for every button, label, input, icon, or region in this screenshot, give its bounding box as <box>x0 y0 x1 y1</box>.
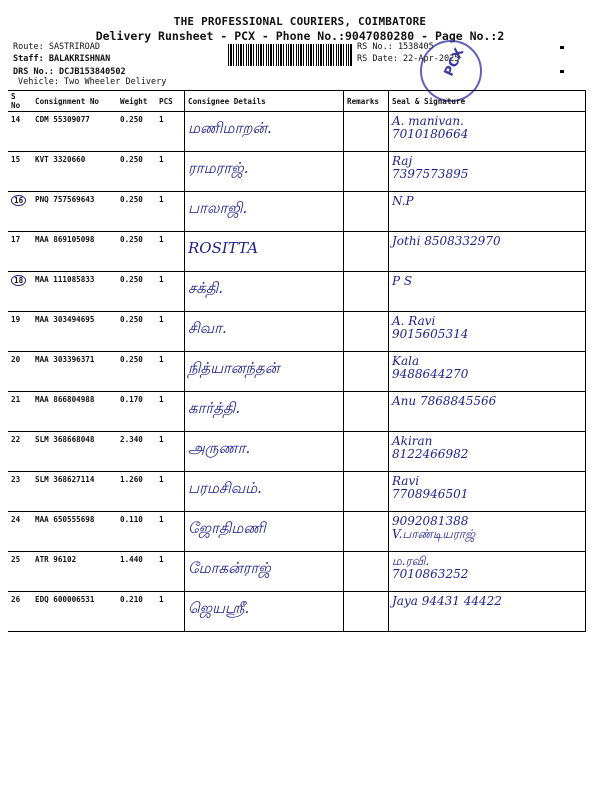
row-sno: 25 <box>11 555 21 564</box>
table-row <box>8 472 586 512</box>
row-pcs: 1 <box>159 435 164 444</box>
table-row <box>8 592 586 632</box>
consignee-handwriting: அருணா. <box>188 439 251 457</box>
row-weight: 0.250 <box>120 155 143 164</box>
col-consignment: Consignment No <box>32 91 117 112</box>
row-sno: 15 <box>11 155 21 164</box>
signature-handwriting: V.பாண்டியராஜ் <box>392 527 476 541</box>
consignee-handwriting: மோகன்ராஜ் <box>188 559 271 577</box>
row-weight: 0.250 <box>120 195 143 204</box>
runsheet-subtitle: Delivery Runsheet - PCX - Phone No.:9047080280 - Page No.:2 <box>95 29 505 43</box>
row-weight: 0.250 <box>120 235 143 244</box>
row-sno: 16 <box>11 195 26 206</box>
consignee-handwriting: ROSITTA <box>188 239 259 257</box>
row-weight: 0.250 <box>120 115 143 124</box>
row-pcs: 1 <box>159 275 164 284</box>
consignee-handwriting: ராமராஜ். <box>188 159 249 177</box>
table-header-row <box>8 91 586 112</box>
remarks-cell <box>344 352 389 392</box>
row-pcs: 1 <box>159 595 164 604</box>
table-row <box>8 192 586 232</box>
table-row <box>8 352 586 392</box>
remarks-cell <box>344 192 389 232</box>
row-weight: 0.170 <box>120 395 143 404</box>
row-consignment: MAA 303494695 <box>35 315 95 324</box>
row-pcs: 1 <box>159 355 164 364</box>
consignee-handwriting: கார்த்தி. <box>188 399 241 417</box>
col-sno: S No <box>8 91 32 112</box>
row-sno: 26 <box>11 595 21 604</box>
consignee-handwriting: சிவா. <box>188 319 227 337</box>
signature-handwriting: 7397573895 <box>392 167 469 181</box>
table-row <box>8 552 586 592</box>
signature-handwriting: Akiran <box>392 434 433 448</box>
remarks-cell <box>344 472 389 512</box>
signature-handwriting: Kala <box>392 354 420 368</box>
remarks-cell <box>344 392 389 432</box>
col-consignee: Consignee Details <box>185 91 344 112</box>
remarks-cell <box>344 512 389 552</box>
consignee-handwriting: பாலாஜி. <box>188 199 248 217</box>
row-weight: 1.440 <box>120 555 143 564</box>
signature-handwriting: N.P <box>392 194 414 208</box>
consignee-handwriting: நித்யானந்தன் <box>188 359 280 377</box>
row-pcs: 1 <box>159 395 164 404</box>
row-sno: 19 <box>11 315 21 324</box>
table-row <box>8 232 586 272</box>
remarks-cell <box>344 312 389 352</box>
row-sno: 20 <box>11 355 21 364</box>
signature-handwriting: 7010863252 <box>392 567 469 581</box>
row-pcs: 1 <box>159 515 164 524</box>
pcx-stamp-text: PCX <box>441 46 468 79</box>
row-pcs: 1 <box>159 195 164 204</box>
row-consignment: KVT 3320660 <box>35 155 86 164</box>
table-row <box>8 272 586 312</box>
signature-handwriting: ம.ரவி. <box>392 554 430 568</box>
table-row <box>8 392 586 432</box>
signature-handwriting: Ravi <box>392 474 420 488</box>
row-weight: 0.250 <box>120 275 143 284</box>
signature-handwriting: 7708946501 <box>392 487 469 501</box>
row-sno: 17 <box>11 235 21 244</box>
barcode <box>228 44 352 66</box>
signature-handwriting: P S <box>392 274 413 288</box>
remarks-cell <box>344 112 389 152</box>
staff-label: Staff: BALAKRISHNAN <box>13 54 111 64</box>
drs-number: DRS No.: DCJB153840502 <box>13 67 126 77</box>
row-weight: 0.250 <box>120 355 143 364</box>
rs-date: RS Date: 22-Apr-2025 <box>357 54 460 64</box>
row-pcs: 1 <box>159 155 164 164</box>
runsheet-table <box>8 90 586 632</box>
signature-handwriting: Raj <box>392 154 413 168</box>
side-mark <box>560 46 564 49</box>
signature-handwriting: Anu 7868845566 <box>392 394 497 408</box>
row-consignment: EDQ 600006531 <box>35 595 95 604</box>
row-sno: 23 <box>11 475 21 484</box>
company-title: THE PROFESSIONAL COURIERS, COIMBATORE <box>173 15 427 28</box>
row-sno: 22 <box>11 435 21 444</box>
row-weight: 0.250 <box>120 315 143 324</box>
consignee-handwriting: ஜெயஸ்ரீ. <box>188 599 250 617</box>
row-sno: 14 <box>11 115 21 124</box>
remarks-cell <box>344 592 389 632</box>
row-weight: 0.210 <box>120 595 143 604</box>
row-sno: 18 <box>11 275 26 286</box>
row-consignment: SLM 368668048 <box>35 435 95 444</box>
table-row <box>8 432 586 472</box>
row-consignment: MAA 866804988 <box>35 395 95 404</box>
signature-handwriting: Jothi 8508332970 <box>392 234 501 248</box>
col-remarks: Remarks <box>344 91 389 112</box>
table-row <box>8 512 586 552</box>
remarks-cell <box>344 432 389 472</box>
row-consignment: MAA 869105098 <box>35 235 95 244</box>
row-consignment: MAA 111085833 <box>35 275 95 284</box>
row-weight: 0.110 <box>120 515 143 524</box>
consignee-handwriting: மணிமாறன். <box>188 119 272 137</box>
remarks-cell <box>344 152 389 192</box>
table-body <box>8 112 586 632</box>
consignee-handwriting: பரமசிவம். <box>188 479 262 497</box>
remarks-cell <box>344 272 389 312</box>
signature-handwriting: A. manivan. <box>392 114 464 128</box>
rs-number: RS No.: 1538405 <box>357 42 434 52</box>
vehicle-label: Vehicle: Two Wheeler Delivery <box>18 77 167 87</box>
row-consignment: CDM 55309077 <box>35 115 90 124</box>
row-weight: 1.260 <box>120 475 143 484</box>
row-pcs: 1 <box>159 315 164 324</box>
row-pcs: 1 <box>159 475 164 484</box>
col-seal: Seal & Signature <box>389 91 586 112</box>
signature-handwriting: Jaya 94431 44422 <box>392 594 502 608</box>
row-pcs: 1 <box>159 115 164 124</box>
consignee-handwriting: ஜோதிமணி <box>188 519 266 537</box>
route-label: Route: SASTRIROAD <box>13 42 100 52</box>
side-mark <box>560 70 564 73</box>
remarks-cell <box>344 232 389 272</box>
row-pcs: 1 <box>159 235 164 244</box>
remarks-cell <box>344 552 389 592</box>
signature-handwriting: 7010180664 <box>392 127 469 141</box>
signature-handwriting: 9092081388 <box>392 514 469 528</box>
table-row <box>8 152 586 192</box>
row-consignment: MAA 650555698 <box>35 515 95 524</box>
row-sno: 21 <box>11 395 21 404</box>
signature-handwriting: A. Ravi <box>392 314 436 328</box>
signature-handwriting: 9488644270 <box>392 367 469 381</box>
consignee-handwriting: சக்தி. <box>188 279 223 297</box>
row-consignment: PNQ 757569643 <box>35 195 95 204</box>
table-row <box>8 112 586 152</box>
row-pcs: 1 <box>159 555 164 564</box>
row-consignment: ATR 96102 <box>35 555 77 564</box>
col-pcs: PCS <box>156 91 185 112</box>
col-weight: Weight <box>117 91 156 112</box>
table-row <box>8 312 586 352</box>
signature-handwriting: 8122466982 <box>392 447 469 461</box>
row-weight: 2.340 <box>120 435 143 444</box>
row-consignment: MAA 303396371 <box>35 355 95 364</box>
row-consignment: SLM 368627114 <box>35 475 95 484</box>
signature-handwriting: 9015605314 <box>392 327 469 341</box>
row-sno: 24 <box>11 515 21 524</box>
